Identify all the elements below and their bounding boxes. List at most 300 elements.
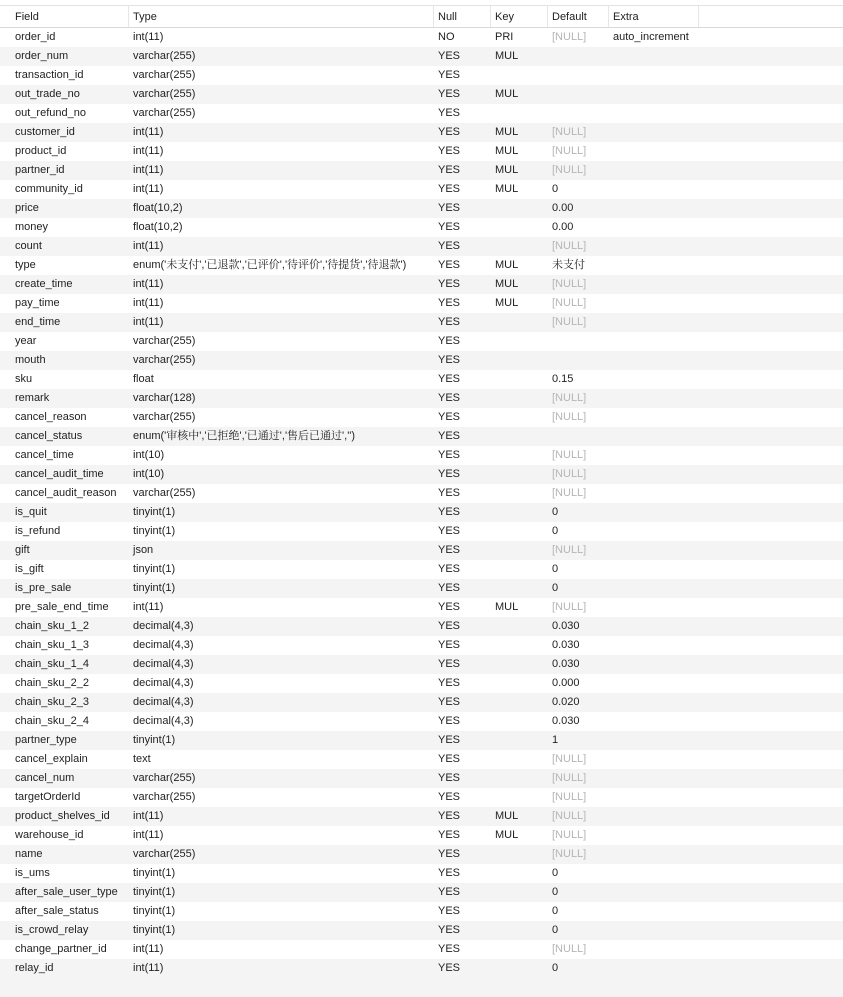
cell-null[interactable]: YES [438,316,461,328]
cell-field[interactable]: pay_time [15,297,60,309]
cell-default[interactable]: 0.000 [552,677,580,689]
cell-type[interactable]: int(11) [133,183,164,195]
cell-field[interactable]: targetOrderId [15,791,81,803]
cell-default[interactable]: 0 [552,183,559,195]
cell-key[interactable]: PRI [495,31,514,43]
table-row[interactable] [0,826,843,845]
table-row[interactable] [0,313,843,332]
cell-field[interactable]: transaction_id [15,69,84,81]
cell-extra[interactable] [609,294,699,313]
table-row[interactable] [0,788,843,807]
cell-default[interactable]: 0 [552,924,559,936]
cell-extra[interactable] [609,598,699,617]
cell-type[interactable]: varchar(255) [133,354,196,366]
cell-field[interactable]: end_time [15,316,61,328]
table-row[interactable] [0,864,843,883]
cell-type[interactable]: decimal(4,3) [133,658,194,670]
table-row[interactable] [0,598,843,617]
cell-extra[interactable] [609,807,699,826]
table-row[interactable] [0,370,843,389]
cell-key[interactable] [491,465,548,484]
cell-type[interactable]: tinyint(1) [133,525,176,537]
table-row[interactable] [0,674,843,693]
cell-default[interactable] [548,47,609,66]
cell-type[interactable]: varchar(128) [133,392,196,404]
cell-null[interactable]: YES [438,734,461,746]
cell-key[interactable]: MUL [495,126,519,138]
cell-extra[interactable] [609,218,699,237]
cell-key[interactable] [491,617,548,636]
cell-key[interactable]: MUL [495,88,519,100]
table-row[interactable] [0,408,843,427]
cell-extra[interactable] [609,256,699,275]
cell-key[interactable] [491,237,548,256]
cell-type[interactable]: int(11) [133,810,164,822]
table-row[interactable] [0,389,843,408]
cell-key[interactable] [491,199,548,218]
cell-extra[interactable] [609,788,699,807]
cell-field[interactable]: is_refund [15,525,61,537]
cell-null[interactable]: YES [438,601,461,613]
cell-extra[interactable] [609,579,699,598]
cell-type[interactable]: tinyint(1) [133,734,176,746]
table-row[interactable] [0,731,843,750]
cell-field[interactable]: chain_sku_1_2 [15,620,90,632]
cell-type[interactable]: json [133,544,154,556]
cell-extra[interactable] [609,693,699,712]
cell-type[interactable]: float(10,2) [133,202,183,214]
cell-type[interactable]: decimal(4,3) [133,639,194,651]
cell-default[interactable] [548,85,609,104]
cell-field[interactable]: change_partner_id [15,943,107,955]
table-row[interactable] [0,769,843,788]
cell-key[interactable] [491,693,548,712]
cell-extra[interactable] [609,883,699,902]
cell-default[interactable]: [NULL] [552,810,587,822]
cell-null[interactable]: YES [438,886,461,898]
cell-field[interactable]: count [15,240,42,252]
cell-extra[interactable] [609,237,699,256]
table-row[interactable] [0,940,843,959]
table-row[interactable] [0,351,843,370]
cell-null[interactable]: YES [438,183,461,195]
cell-key[interactable] [491,332,548,351]
cell-key[interactable]: MUL [495,278,519,290]
table-row[interactable] [0,275,843,294]
cell-type[interactable]: int(11) [133,31,164,43]
cell-extra[interactable] [609,864,699,883]
table-row[interactable] [0,465,843,484]
cell-default[interactable]: [NULL] [552,392,587,404]
cell-key[interactable] [491,104,548,123]
cell-extra[interactable] [609,750,699,769]
cell-extra[interactable] [609,275,699,294]
cell-null[interactable]: YES [438,126,461,138]
table-row[interactable] [0,256,843,275]
table-row[interactable] [0,883,843,902]
cell-default[interactable]: 0.030 [552,620,580,632]
cell-type[interactable]: decimal(4,3) [133,677,194,689]
cell-default[interactable] [548,332,609,351]
cell-default[interactable]: [NULL] [552,411,587,423]
cell-default[interactable]: 0.020 [552,696,580,708]
cell-extra[interactable] [609,902,699,921]
cell-type[interactable]: int(11) [133,316,164,328]
cell-key[interactable] [491,351,548,370]
cell-extra[interactable] [609,66,699,85]
cell-key[interactable] [491,769,548,788]
cell-extra[interactable] [609,541,699,560]
table-row[interactable] [0,655,843,674]
cell-null[interactable]: YES [438,867,461,879]
column-header-extra[interactable]: Extra [609,6,699,27]
cell-extra[interactable] [609,484,699,503]
cell-default[interactable] [548,66,609,85]
cell-null[interactable]: YES [438,525,461,537]
cell-null[interactable]: YES [438,924,461,936]
cell-field[interactable]: partner_type [15,734,77,746]
table-row[interactable] [0,47,843,66]
cell-type[interactable]: float [133,373,154,385]
cell-field[interactable]: customer_id [15,126,75,138]
cell-key[interactable] [491,921,548,940]
cell-default[interactable]: 0 [552,506,559,518]
cell-null[interactable]: YES [438,335,461,347]
cell-key[interactable]: MUL [495,601,519,613]
cell-type[interactable]: varchar(255) [133,848,196,860]
cell-default[interactable]: 0 [552,563,559,575]
cell-null[interactable]: YES [438,145,461,157]
cell-field[interactable]: year [15,335,37,347]
cell-type[interactable]: tinyint(1) [133,886,176,898]
cell-null[interactable]: YES [438,411,461,423]
cell-extra[interactable] [609,123,699,142]
cell-null[interactable]: YES [438,88,461,100]
cell-type[interactable]: tinyint(1) [133,924,176,936]
cell-field[interactable]: gift [15,544,30,556]
cell-default[interactable]: 1 [552,734,559,746]
cell-field[interactable]: create_time [15,278,73,290]
cell-null[interactable]: YES [438,354,461,366]
cell-null[interactable]: YES [438,620,461,632]
table-row[interactable] [0,807,843,826]
cell-extra[interactable] [609,446,699,465]
cell-extra[interactable] [609,180,699,199]
cell-key[interactable] [491,522,548,541]
cell-type[interactable]: varchar(255) [133,50,196,62]
cell-null[interactable]: YES [438,677,461,689]
cell-field[interactable]: community_id [15,183,83,195]
table-row[interactable] [0,959,843,978]
cell-key[interactable] [491,389,548,408]
cell-key[interactable] [491,959,548,978]
cell-key[interactable] [491,750,548,769]
cell-key[interactable] [491,66,548,85]
cell-type[interactable]: int(11) [133,126,164,138]
cell-default[interactable]: 0.00 [552,221,574,233]
cell-key[interactable] [491,788,548,807]
cell-field[interactable]: chain_sku_1_3 [15,639,90,651]
cell-null[interactable]: YES [438,430,461,442]
cell-type[interactable]: int(11) [133,164,164,176]
cell-default[interactable]: 未支付 [552,259,585,271]
cell-field[interactable]: mouth [15,354,46,366]
cell-default[interactable]: [NULL] [552,848,587,860]
cell-key[interactable] [491,712,548,731]
cell-field[interactable]: chain_sku_2_4 [15,715,90,727]
cell-type[interactable]: decimal(4,3) [133,620,194,632]
cell-field[interactable]: product_id [15,145,67,157]
table-row[interactable] [0,199,843,218]
cell-key[interactable] [491,560,548,579]
cell-extra[interactable] [609,655,699,674]
cell-field[interactable]: is_crowd_relay [15,924,89,936]
cell-null[interactable]: YES [438,848,461,860]
cell-key[interactable] [491,940,548,959]
cell-default[interactable]: 0.030 [552,715,580,727]
cell-extra[interactable] [609,712,699,731]
column-header-default[interactable]: Default [548,6,609,27]
cell-type[interactable]: varchar(255) [133,772,196,784]
cell-null[interactable]: YES [438,373,461,385]
cell-key[interactable] [491,731,548,750]
cell-default[interactable]: [NULL] [552,487,587,499]
cell-type[interactable]: int(11) [133,240,164,252]
cell-field[interactable]: chain_sku_2_3 [15,696,90,708]
cell-type[interactable]: int(11) [133,297,164,309]
cell-field[interactable]: after_sale_user_type [15,886,118,898]
cell-null[interactable]: YES [438,639,461,651]
cell-type[interactable]: varchar(255) [133,791,196,803]
table-row[interactable] [0,693,843,712]
cell-null[interactable]: YES [438,164,461,176]
cell-key[interactable] [491,579,548,598]
cell-extra[interactable] [609,85,699,104]
cell-extra[interactable] [609,161,699,180]
table-row[interactable] [0,427,843,446]
cell-key[interactable] [491,541,548,560]
cell-default[interactable]: [NULL] [552,31,587,43]
cell-default[interactable]: 0.030 [552,639,580,651]
table-row[interactable] [0,237,843,256]
cell-default[interactable]: 0 [552,962,559,974]
cell-extra[interactable] [609,826,699,845]
cell-key[interactable] [491,845,548,864]
cell-null[interactable]: YES [438,69,461,81]
cell-null[interactable]: YES [438,829,461,841]
cell-default[interactable]: 0 [552,905,559,917]
cell-default[interactable]: [NULL] [552,829,587,841]
cell-type[interactable]: int(11) [133,601,164,613]
table-row[interactable] [0,28,843,47]
cell-type[interactable]: tinyint(1) [133,582,176,594]
cell-null[interactable]: YES [438,468,461,480]
cell-type[interactable]: varchar(255) [133,411,196,423]
cell-key[interactable]: MUL [495,183,519,195]
cell-null[interactable]: YES [438,791,461,803]
cell-null[interactable]: YES [438,202,461,214]
cell-key[interactable]: MUL [495,164,519,176]
cell-extra[interactable] [609,940,699,959]
cell-field[interactable]: is_quit [15,506,47,518]
cell-field[interactable]: out_refund_no [15,107,86,119]
table-row[interactable] [0,123,843,142]
cell-extra[interactable] [609,617,699,636]
table-row[interactable] [0,142,843,161]
cell-type[interactable]: varchar(255) [133,69,196,81]
table-row[interactable] [0,218,843,237]
cell-key[interactable] [491,370,548,389]
table-row[interactable] [0,712,843,731]
cell-key[interactable] [491,655,548,674]
cell-type[interactable]: tinyint(1) [133,905,176,917]
cell-key[interactable]: MUL [495,829,519,841]
cell-key[interactable] [491,674,548,693]
cell-null[interactable]: YES [438,544,461,556]
cell-extra[interactable] [609,769,699,788]
cell-type[interactable]: float(10,2) [133,221,183,233]
cell-null[interactable]: YES [438,392,461,404]
cell-null[interactable]: YES [438,905,461,917]
cell-null[interactable]: YES [438,715,461,727]
cell-type[interactable]: int(11) [133,145,164,157]
cell-field[interactable]: sku [15,373,33,385]
cell-type[interactable]: tinyint(1) [133,506,176,518]
cell-default[interactable]: [NULL] [552,126,587,138]
cell-extra[interactable] [609,332,699,351]
cell-default[interactable]: [NULL] [552,601,587,613]
cell-extra[interactable] [609,674,699,693]
cell-extra[interactable] [609,370,699,389]
cell-null[interactable]: YES [438,563,461,575]
cell-type[interactable]: varchar(255) [133,88,196,100]
cell-field[interactable]: chain_sku_1_4 [15,658,90,670]
cell-field[interactable]: chain_sku_2_2 [15,677,90,689]
cell-null[interactable]: YES [438,221,461,233]
cell-null[interactable]: YES [438,240,461,252]
cell-type[interactable]: decimal(4,3) [133,696,194,708]
cell-type[interactable]: tinyint(1) [133,867,176,879]
cell-default[interactable]: [NULL] [552,943,587,955]
cell-null[interactable]: YES [438,107,461,119]
table-row[interactable] [0,579,843,598]
cell-extra[interactable] [609,522,699,541]
column-header-field[interactable]: Field [0,6,129,27]
cell-field[interactable]: type [15,259,36,271]
cell-extra[interactable] [609,731,699,750]
cell-extra[interactable] [609,427,699,446]
table-row[interactable] [0,66,843,85]
cell-default[interactable] [548,104,609,123]
cell-default[interactable]: 0 [552,867,559,879]
cell-field[interactable]: name [15,848,43,860]
cell-default[interactable]: [NULL] [552,164,587,176]
cell-default[interactable]: 0 [552,582,559,594]
cell-default[interactable]: [NULL] [552,278,587,290]
cell-extra[interactable] [609,142,699,161]
table-row[interactable] [0,85,843,104]
cell-extra[interactable] [609,408,699,427]
cell-key[interactable] [491,503,548,522]
cell-extra[interactable]: auto_increment [613,31,689,43]
cell-key[interactable] [491,408,548,427]
cell-null[interactable]: YES [438,278,461,290]
table-row[interactable] [0,104,843,123]
cell-key[interactable] [491,313,548,332]
cell-type[interactable]: int(11) [133,829,164,841]
table-row[interactable] [0,636,843,655]
cell-field[interactable]: cancel_audit_reason [15,487,117,499]
cell-extra[interactable] [609,503,699,522]
column-header-null[interactable]: Null [434,6,491,27]
cell-field[interactable]: cancel_status [15,430,83,442]
cell-field[interactable]: partner_id [15,164,65,176]
table-row[interactable] [0,845,843,864]
cell-null[interactable]: YES [438,259,461,271]
cell-default[interactable] [548,351,609,370]
cell-field[interactable]: after_sale_status [15,905,99,917]
cell-extra[interactable] [609,959,699,978]
cell-null[interactable]: NO [438,31,455,43]
cell-type[interactable]: int(10) [133,468,165,480]
cell-field[interactable]: relay_id [15,962,54,974]
cell-extra[interactable] [609,389,699,408]
cell-default[interactable]: [NULL] [552,316,587,328]
cell-null[interactable]: YES [438,449,461,461]
cell-null[interactable]: YES [438,297,461,309]
cell-null[interactable]: YES [438,487,461,499]
cell-type[interactable]: varchar(255) [133,107,196,119]
cell-null[interactable]: YES [438,658,461,670]
cell-type[interactable]: enum('审核中','已拒绝','已通过','售后已通过','') [133,430,356,442]
cell-null[interactable]: YES [438,696,461,708]
cell-field[interactable]: cancel_explain [15,753,88,765]
table-row[interactable] [0,446,843,465]
cell-extra[interactable] [609,351,699,370]
cell-extra[interactable] [609,199,699,218]
cell-field[interactable]: remark [15,392,50,404]
table-row[interactable] [0,332,843,351]
table-row[interactable] [0,484,843,503]
table-row[interactable] [0,294,843,313]
cell-default[interactable]: [NULL] [552,791,587,803]
table-row[interactable] [0,541,843,560]
cell-field[interactable]: pre_sale_end_time [15,601,109,613]
table-row[interactable] [0,902,843,921]
cell-null[interactable]: YES [438,943,461,955]
cell-null[interactable]: YES [438,772,461,784]
cell-field[interactable]: product_shelves_id [15,810,110,822]
cell-null[interactable]: YES [438,962,461,974]
cell-default[interactable]: [NULL] [552,145,587,157]
cell-field[interactable]: cancel_reason [15,411,87,423]
cell-key[interactable] [491,446,548,465]
cell-null[interactable]: YES [438,50,461,62]
cell-key[interactable] [491,864,548,883]
cell-default[interactable]: 0.15 [552,373,574,385]
cell-extra[interactable] [609,104,699,123]
cell-field[interactable]: warehouse_id [15,829,84,841]
cell-null[interactable]: YES [438,810,461,822]
table-row[interactable] [0,750,843,769]
cell-default[interactable]: [NULL] [552,544,587,556]
cell-key[interactable]: MUL [495,50,519,62]
cell-field[interactable]: order_id [15,31,56,43]
cell-default[interactable] [548,427,609,446]
cell-type[interactable]: int(10) [133,449,165,461]
cell-key[interactable] [491,218,548,237]
cell-default[interactable]: [NULL] [552,449,587,461]
